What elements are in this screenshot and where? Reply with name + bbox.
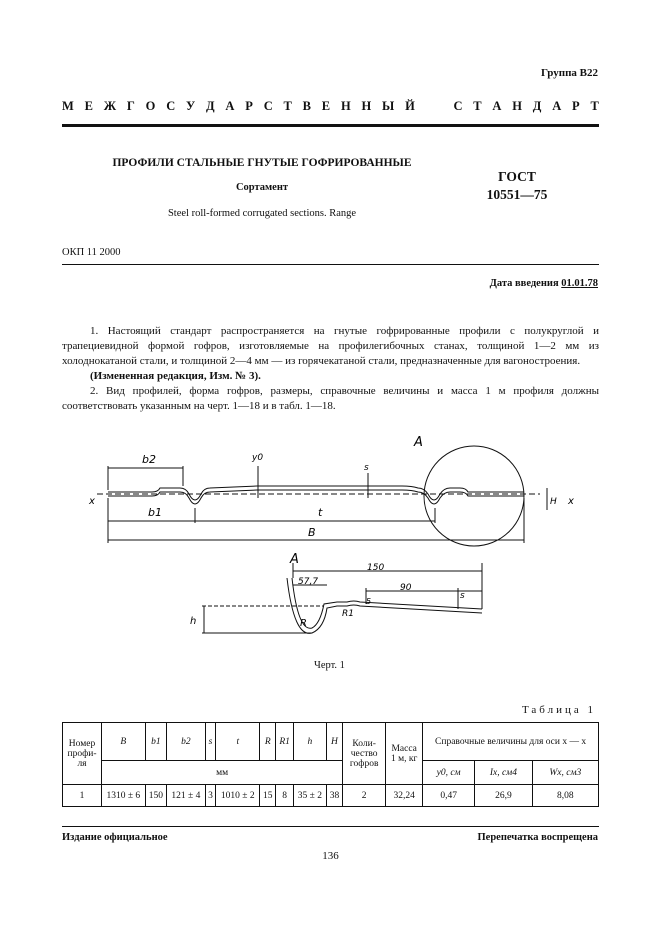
label-57: 57,7 bbox=[298, 577, 319, 587]
header-H: H bbox=[326, 723, 342, 761]
profile-top-line bbox=[108, 486, 524, 500]
cell-R1: 8 bbox=[276, 785, 294, 807]
heading-letter: Й bbox=[405, 99, 415, 113]
heading-letter: А bbox=[225, 99, 235, 113]
effective-date-value: 01.01.78 bbox=[561, 278, 598, 289]
reprint-note: Перепечатка воспрещена bbox=[477, 832, 598, 843]
standard-type-heading bbox=[62, 99, 599, 114]
gost-label: ГОСТ bbox=[498, 169, 536, 184]
label-B: B bbox=[308, 526, 316, 539]
effective-date-label: Дата введения bbox=[489, 278, 559, 289]
group-code: Группа В22 bbox=[540, 67, 598, 79]
gost-designation bbox=[482, 168, 552, 204]
profile-bottom-line bbox=[108, 490, 524, 504]
cell-b2: 121 ± 4 bbox=[167, 785, 205, 807]
page-number: 136 bbox=[322, 850, 339, 862]
cell-number: 1 bbox=[63, 785, 102, 807]
heading-letter: Т bbox=[590, 99, 599, 113]
header-b2: b2 bbox=[167, 723, 205, 761]
heading-letter: Г bbox=[126, 99, 135, 113]
document-title: ПРОФИЛИ СТАЛЬНЫЕ ГНУТЫЕ ГОФРИРОВАННЫЕ bbox=[112, 157, 412, 169]
label-angle: 5 bbox=[366, 597, 372, 606]
label-x-right: x bbox=[568, 496, 574, 507]
cell-b1: 150 bbox=[145, 785, 167, 807]
heading-letter: Е bbox=[321, 99, 331, 113]
heading-letter: У bbox=[186, 99, 196, 113]
cell-Wx: 8,08 bbox=[532, 785, 598, 807]
heading-letter: Д bbox=[206, 99, 215, 113]
header-s: s bbox=[205, 723, 216, 761]
heading-letter: Т bbox=[473, 99, 482, 113]
header-b1: b1 bbox=[145, 723, 167, 761]
label-A-detail: A bbox=[290, 552, 299, 567]
label-R: R bbox=[300, 618, 307, 629]
document-subtitle: Сортамент bbox=[235, 182, 289, 193]
label-x-left: x bbox=[89, 496, 95, 507]
label-A-top: A bbox=[414, 435, 423, 450]
cell-R: 15 bbox=[260, 785, 276, 807]
label-s: s bbox=[364, 463, 369, 473]
label-R1: R1 bbox=[342, 609, 354, 619]
okp-rule bbox=[62, 264, 599, 265]
edition-note: Издание официальное bbox=[62, 832, 168, 843]
drawing-caption: Черт. 1 bbox=[314, 660, 345, 671]
header-count: Коли- чество гофров bbox=[343, 723, 386, 785]
label-s-detail: s bbox=[460, 591, 465, 601]
header-B: B bbox=[102, 723, 146, 761]
heading-letter bbox=[426, 99, 429, 114]
paragraph-1-note: (Измененная редакция, Изм. № 3). bbox=[90, 370, 261, 382]
body-text bbox=[62, 324, 599, 414]
header-Ix: Ix, см4 bbox=[475, 761, 533, 785]
heading-letter: А bbox=[492, 99, 502, 113]
paragraph-1: 1. Настоящий стандарт распространяется на гнутые гофрированные профили с полукруглой и трапециевидной формой гофров, изготовляемые на профилегибочных станах, толщиной 1—2 мм из холоднокатаной стали, и толщиной 2—4 мм — из горячекатаной стали, предназначенные для вагоностроения. bbox=[62, 325, 599, 367]
heading-letter: Р bbox=[245, 99, 253, 113]
label-90: 90 bbox=[400, 583, 412, 593]
cell-B: 1310 ± 6 bbox=[102, 785, 146, 807]
label-h: h bbox=[190, 616, 197, 627]
heading-letter: С bbox=[453, 99, 463, 113]
header-mass: Масса 1 м, кг bbox=[386, 723, 423, 785]
cell-y0: 0,47 bbox=[423, 785, 475, 807]
cell-h: 35 ± 2 bbox=[293, 785, 326, 807]
cell-H: 38 bbox=[326, 785, 342, 807]
okp-code: ОКП 11 2000 bbox=[62, 247, 121, 258]
footer-rule bbox=[62, 826, 599, 827]
label-b2: b2 bbox=[142, 453, 156, 466]
label-y0: y0 bbox=[252, 453, 264, 463]
header-h: h bbox=[293, 723, 326, 761]
header-Wx: Wx, см3 bbox=[532, 761, 598, 785]
heading-letter: С bbox=[263, 99, 273, 113]
paragraph-2: 2. Вид профилей, форма гофров, размеры, справочные величины и масса 1 м профиля должны соответствовать указанным на черт. 1—18 и в табл. 1—18. bbox=[62, 385, 599, 412]
heading-letter: А bbox=[552, 99, 562, 113]
header-unit: мм bbox=[102, 761, 343, 785]
gost-number: 10551—75 bbox=[486, 187, 548, 202]
heading-letter: М bbox=[62, 99, 74, 113]
cell-mass: 32,24 bbox=[386, 785, 423, 807]
header-ref: Справочные величины для оси x — x bbox=[423, 723, 599, 761]
heading-letter: Д bbox=[532, 99, 542, 113]
heading-letter: Ж bbox=[103, 99, 117, 113]
heading-letter: Н bbox=[361, 99, 372, 113]
heading-letter: Р bbox=[572, 99, 580, 113]
label-t: t bbox=[318, 506, 323, 519]
label-H: H bbox=[550, 497, 557, 507]
heading-letter: Ы bbox=[382, 99, 395, 113]
table-row bbox=[63, 785, 599, 807]
drawing-1 bbox=[62, 428, 599, 653]
heading-letter: Н bbox=[340, 99, 351, 113]
heading-letter: Е bbox=[84, 99, 93, 113]
table-title: Таблица 1 bbox=[521, 704, 596, 716]
heading-letter: О bbox=[145, 99, 156, 113]
heading-letter: Т bbox=[283, 99, 292, 113]
profile-table bbox=[62, 722, 599, 807]
cell-t: 1010 ± 2 bbox=[216, 785, 260, 807]
effective-date bbox=[490, 278, 598, 289]
header-rule bbox=[62, 124, 599, 127]
label-150: 150 bbox=[367, 563, 385, 573]
detail-profile-inner bbox=[292, 578, 482, 628]
header-R: R bbox=[260, 723, 276, 761]
header-t: t bbox=[216, 723, 260, 761]
heading-letter: Н bbox=[512, 99, 522, 113]
heading-letter bbox=[440, 99, 443, 114]
header-number: Номер профи- ля bbox=[63, 723, 102, 785]
cell-Ix: 26,9 bbox=[475, 785, 533, 807]
header-R1: R1 bbox=[276, 723, 294, 761]
label-b1: b1 bbox=[148, 506, 162, 519]
header-y0: y0, см bbox=[423, 761, 475, 785]
heading-letter: С bbox=[166, 99, 176, 113]
english-title: Steel roll-formed corrugated sections. Range bbox=[167, 208, 357, 219]
cell-s: 3 bbox=[205, 785, 216, 807]
cell-count: 2 bbox=[343, 785, 386, 807]
heading-letter: В bbox=[302, 99, 311, 113]
